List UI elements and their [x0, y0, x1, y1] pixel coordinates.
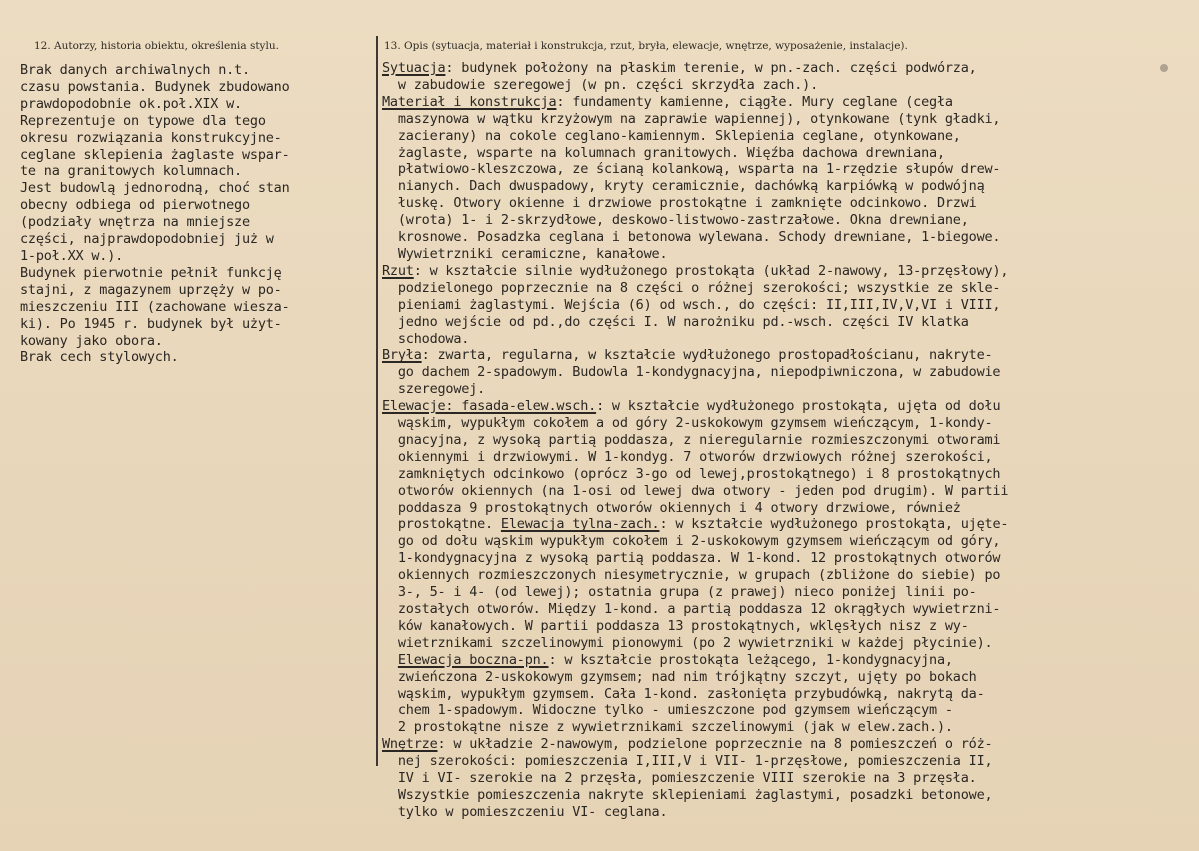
- line-text: ków kanałowych. W partii poddasza 13 prostokątnych, wklęsłych nisz z wy-: [382, 617, 969, 634]
- line-text: gnacyjna, z wysoką partią poddasza, z nieregularnie rozmieszczonymi otworami: [382, 431, 1001, 448]
- line-text: okiennych rozmieszczonych niesymetrycznie, w grupach (zbliżone do siebie) po: [382, 567, 1001, 584]
- history-line: okresu rozwiązania konstrukcyjne-: [20, 129, 282, 146]
- history-line: prawdopodobnie ok.poł.XIX w.: [20, 95, 242, 112]
- description-line: [382, 483, 1194, 500]
- description-line: [382, 702, 1194, 719]
- line-text: Wywietrzniki ceramiczne, kanałowe.: [382, 245, 668, 262]
- column-divider: [376, 36, 378, 766]
- description-line: [382, 195, 1194, 212]
- description-line: [382, 804, 1194, 821]
- section-heading: Bryła: [382, 347, 422, 364]
- description-line: [382, 145, 1194, 162]
- line-text: nej szerokości: pomieszczenia I,III,V i VII- 1-przęsłowe, pomieszczenia II,: [382, 753, 993, 770]
- description-text: [382, 60, 1194, 821]
- description-line: [382, 787, 1194, 804]
- description-line: [382, 550, 1194, 567]
- history-line: 1-poł.XX w.).: [20, 247, 124, 264]
- description-line: [382, 77, 1194, 94]
- history-line: te na granitowych kolumnach.: [20, 163, 242, 180]
- section-heading: Elewacje: fasada-elew.wsch.: [382, 398, 597, 415]
- description-line: [382, 770, 1194, 787]
- description-line: [382, 618, 1194, 635]
- history-line: Brak cech stylowych.: [20, 349, 179, 366]
- line-text: zwieńczona 2-uskokowym gzymsem; nad nim trójkątny szczyt, ujęty po bokach: [382, 668, 977, 685]
- line-text: 1-kondygnacyjna z wysoką partią poddasza. W 1-kond. 12 prostokątnych otworów: [382, 550, 1001, 567]
- description-line: [382, 229, 1194, 246]
- line-text: okiennymi i drzwiowymi. W 1-kondyg. 7 otworów drzwiowych różnej szerokości,: [382, 448, 993, 465]
- description-line: [382, 314, 1194, 331]
- description-line: [382, 246, 1194, 263]
- description-line: [382, 652, 1194, 669]
- section-heading: Wnętrze: [382, 736, 438, 753]
- line-prefix: prostokątne.: [382, 516, 501, 533]
- description-line: [382, 178, 1194, 195]
- section-heading: Rzut: [382, 262, 414, 279]
- section-heading: Elewacja boczna-pn.: [397, 651, 549, 668]
- line-text: żaglaste, wsparte na kolumnach granitowych. Więźba dachowa drewniana,: [382, 144, 945, 161]
- history-line: Jest budowlą jednorodną, choć stan: [20, 180, 290, 197]
- line-text: wietrznikami szczelinowymi pionowymi (po 2 wywietrzniki w każdej płycinie).: [382, 634, 993, 651]
- description-line: [382, 719, 1194, 736]
- line-text: nianych. Dach dwuspadowy, kryty ceramicznie, dachówką karpiówką w podwójną: [382, 178, 985, 195]
- section-12-header: 12. Autorzy, historia obiektu, określenia stylu.: [34, 40, 279, 52]
- line-text: (wrota) 1- i 2-skrzydłowe, deskowo-listwowo-zastrzałowe. Okna drewniane,: [382, 212, 969, 229]
- description-line: [382, 686, 1194, 703]
- line-text: otworów okiennych (na 1-osi od lewej dwa otwory - jeden pod drugim). W partii: [382, 482, 1009, 499]
- line-text: : w kształcie wydłużonego prostokąta, ujęte-: [659, 516, 1009, 533]
- line-text: maszynowa w wątku krzyżowym na zaprawie wapiennej), otynkowane (tynk gładki,: [382, 110, 1001, 127]
- description-line: [382, 635, 1194, 652]
- description-line: [382, 60, 1194, 77]
- ink-spot: [1160, 64, 1168, 72]
- description-line: [382, 415, 1194, 432]
- section-heading: Elewacja tylna-zach.: [500, 516, 660, 533]
- description-line: [382, 161, 1194, 178]
- description-line: [382, 94, 1194, 111]
- line-text: chem 1-spadowym. Widoczne tylko - umieszczone pod gzymsem wieńczącym -: [382, 702, 953, 719]
- line-text: : w układzie 2-nawowym, podzielone poprzecznie na 8 pomieszczeń o róż-: [437, 736, 993, 753]
- line-text: Wszystkie pomieszczenia nakryte sklepieniami żaglastymi, posadzki betonowe,: [382, 786, 993, 803]
- description-line: [382, 669, 1194, 686]
- line-text: podzielonego poprzecznie na 8 części o różnej szerokości; wszystkie ze skle-: [382, 279, 1001, 296]
- line-text: łuskę. Otwory okienne i drzwiowe prostokątne i zamknięte odcinkowo. Drzwi: [382, 195, 977, 212]
- history-line: obecny odbiega od pierwotnego: [20, 197, 250, 214]
- description-line: [382, 331, 1194, 348]
- history-line: (podziały wnętrza na mniejsze: [20, 214, 250, 231]
- line-text: szeregowej.: [382, 381, 486, 398]
- line-text: : budynek położony na płaskim terenie, w pn.-zach. części podwórza,: [445, 60, 977, 76]
- description-line: [382, 533, 1194, 550]
- line-text: go od dołu wąskim wypukłym cokołem i 2-uskokowym gzymsem wieńczącym od góry,: [382, 533, 1001, 550]
- description-line: [382, 381, 1194, 398]
- description-line: [382, 364, 1194, 381]
- description-line: [382, 398, 1194, 415]
- line-text: : w kształcie silnie wydłużonego prostokąta (układ 2-nawowy, 13-przęsłowy),: [413, 262, 1009, 279]
- history-line: części, najprawdopodobniej już w: [20, 231, 274, 248]
- description-line: [382, 432, 1194, 449]
- description-line: [382, 500, 1194, 517]
- line-text: tylko w pomieszczeniu VI- ceglana.: [382, 803, 668, 820]
- history-line: czasu powstania. Budynek zbudowano: [20, 78, 290, 95]
- line-text: krosnowe. Posadzka ceglana i betonowa wylewana. Schody drewniane, 1-biegowe.: [382, 229, 1001, 246]
- history-line: ceglane sklepienia żaglaste wspar-: [20, 146, 290, 163]
- line-text: wąskim, wypukłym gzymsem. Cała 1-kond. zasłonięta przybudówką, nakrytą da-: [382, 685, 985, 702]
- line-text: pieniami żaglastymi. Wejścia (6) od wsch., do części: II,III,IV,V,VI i VIII,: [382, 296, 1001, 313]
- description-line: [382, 263, 1194, 280]
- line-text: schodowa.: [382, 330, 470, 347]
- description-line: [382, 584, 1194, 601]
- description-line: [382, 601, 1194, 618]
- description-line: [382, 736, 1194, 753]
- description-line: [382, 212, 1194, 229]
- line-text: wąskim, wypukłym cokołem a od góry 2-uskokowym gzymsem wieńczącym, 1-kondy-: [382, 415, 993, 432]
- history-text: [20, 62, 372, 366]
- description-line: [382, 466, 1194, 483]
- history-line: Budynek pierwotnie pełnił funkcję: [20, 264, 282, 281]
- line-text: : zwarta, regularna, w kształcie wydłużonego prostopadłościanu, nakryte-: [421, 347, 993, 364]
- line-text: 2 prostokątne nisze z wywietrznikami szczelinowymi (jak w elew.zach.).: [382, 719, 953, 736]
- line-text: IV i VI- szerokie na 2 przęsła, pomieszczenie VIII szerokie na 3 przęsła.: [382, 770, 977, 787]
- description-line: [382, 516, 1194, 533]
- line-text: : w kształcie wydłużonego prostokąta, ujęta od dołu: [596, 398, 1001, 415]
- description-line: [382, 297, 1194, 314]
- history-line: kowany jako obora.: [20, 332, 163, 349]
- description-line: [382, 567, 1194, 584]
- line-text: w zabudowie szeregowej (w pn. części skrzydła zach.).: [382, 76, 819, 93]
- description-line: [382, 128, 1194, 145]
- history-line: mieszczeniu III (zachowane wiesza-: [20, 298, 290, 315]
- line-text: : w kształcie prostokąta leżącego, 1-kondygnacyjna,: [548, 651, 953, 668]
- description-line: [382, 449, 1194, 466]
- description-line: [382, 347, 1194, 364]
- line-text: płatwiowo-kleszczowa, ze ścianą kolankową, wsparta na 1-rzędzie słupów drew-: [382, 161, 1001, 178]
- line-text: jedno wejście od pd.,do części I. W narożniku pd.-wsch. części IV klatka: [382, 313, 969, 330]
- history-line: Reprezentuje on typowe dla tego: [20, 112, 266, 129]
- section-heading: Sytuacja: [382, 60, 446, 76]
- description-line: [382, 280, 1194, 297]
- history-line: Brak danych archiwalnych n.t.: [20, 62, 250, 78]
- line-text: poddasza 9 prostokątnych otworów okiennych i 4 otwory drzwiowe, również: [382, 499, 961, 516]
- history-line: stajni, z magazynem uprzęży w po-: [20, 281, 282, 298]
- line-prefix: [382, 652, 398, 668]
- description-line: [382, 753, 1194, 770]
- section-13-header: 13. Opis (sytuacja, materiał i konstrukcja, rzut, bryła, elewacje, wnętrze, wyposażenie, instalacje).: [384, 40, 908, 52]
- section-heading: Materiał i konstrukcja: [382, 93, 557, 110]
- description-line: [382, 111, 1194, 128]
- line-text: 3-, 5- i 4- (od lewej); ostatnia grupa (z prawej) nieco poniżej linii po-: [382, 584, 977, 601]
- history-line: ki). Po 1945 r. budynek był użyt-: [20, 315, 282, 332]
- line-text: zostałych otworów. Między 1-kond. a partią poddasza 12 okrągłych wywietrzni-: [382, 601, 1001, 617]
- line-text: zamkniętych odcinkowo (oprócz 3-go od lewej,prostokątnego) i 8 prostokątnych: [382, 465, 1001, 482]
- line-text: : fundamenty kamienne, ciągłe. Mury ceglane (cegła: [556, 93, 953, 110]
- line-text: go dachem 2-spadowym. Budowla 1-kondygnacyjna, niepodpiwniczona, w zabudowie: [382, 364, 1001, 381]
- line-text: zacierany) na cokole ceglano-kamiennym. Sklepienia ceglane, otynkowane,: [382, 127, 961, 144]
